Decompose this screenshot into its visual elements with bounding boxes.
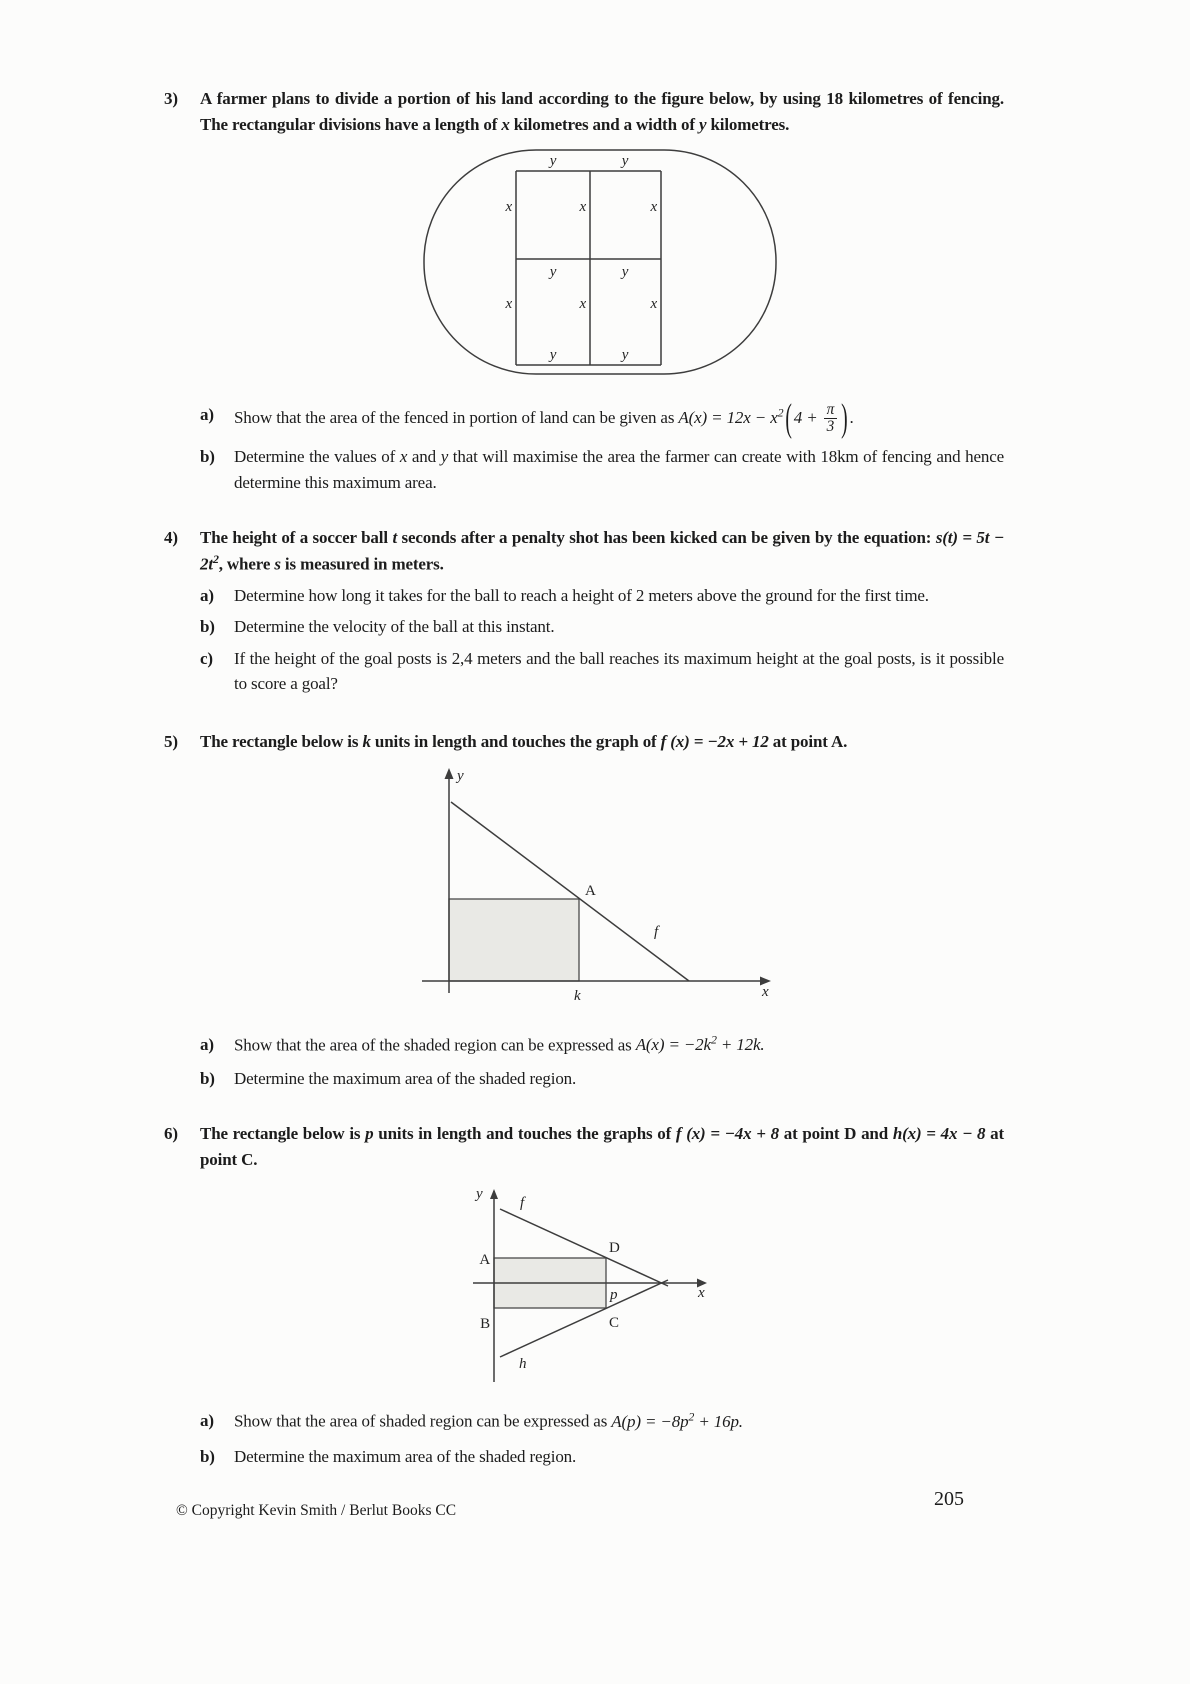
text-fragment: A farmer plans to divide a portion of his land according to the figure below, by using 18 kilometres of fencing. The rectangular divisions have a length of bbox=[200, 89, 1004, 134]
text-fragment: is measured in meters. bbox=[280, 554, 444, 574]
fraction-denominator: 3 bbox=[826, 418, 835, 436]
label-y: y bbox=[549, 264, 557, 280]
figure-q3-land-diagram bbox=[410, 145, 790, 388]
label-x: x bbox=[579, 199, 586, 215]
question-4-number: 4) bbox=[164, 528, 178, 548]
q4-item-a bbox=[200, 583, 1004, 609]
label-y: y bbox=[621, 264, 629, 280]
question-4 bbox=[164, 525, 1004, 697]
question-3 bbox=[164, 86, 1004, 495]
figure-q5-graph bbox=[416, 766, 776, 1024]
superscript: 2 bbox=[777, 405, 784, 420]
text-fragment: at point A. bbox=[768, 731, 848, 751]
label-x-axis: x bbox=[762, 984, 769, 1001]
question-3-number: 3) bbox=[164, 89, 178, 108]
q3-item-b-text bbox=[234, 444, 1004, 495]
item-label: c) bbox=[200, 648, 213, 668]
text-fragment: . bbox=[849, 407, 854, 427]
text-fragment: The rectangle below is bbox=[200, 731, 363, 751]
q6-item-a bbox=[200, 1408, 1004, 1434]
math-expr: A(x) = 12x − x bbox=[678, 407, 778, 427]
q4-item-c-text: If the height of the goal posts is 2,4 meters and the ball reaches its maximum height at the goal posts, is it possible to score a goal? bbox=[234, 648, 1004, 694]
math-var: p bbox=[365, 1124, 374, 1144]
question-5-number: 5) bbox=[164, 731, 178, 751]
text-fragment: units in length and touches the graph of bbox=[370, 731, 661, 751]
text-fragment: Show that the area of the shaded region can be expressed as bbox=[234, 1035, 636, 1055]
fraction-pi-over-3 bbox=[824, 402, 838, 437]
q4-item-b bbox=[200, 614, 1004, 640]
math-var: y bbox=[698, 114, 707, 134]
text-fragment: The height of a soccer ball bbox=[200, 528, 393, 548]
item-label: a) bbox=[200, 1410, 214, 1430]
shaded-rectangle bbox=[449, 899, 579, 981]
q6-graph-svg bbox=[464, 1188, 724, 1388]
text-fragment: units in length and touches the graphs of bbox=[373, 1124, 676, 1144]
text-fragment: The rectangle below is bbox=[200, 1124, 366, 1144]
label-x: x bbox=[505, 199, 512, 215]
text-fragment: Determine the values of bbox=[234, 447, 400, 467]
label-x: x bbox=[650, 199, 657, 215]
item-label: b) bbox=[200, 1068, 215, 1088]
item-label: a) bbox=[200, 1034, 214, 1054]
paren-close: ) bbox=[841, 398, 848, 441]
q4-item-c bbox=[200, 646, 1004, 697]
label-y: y bbox=[621, 347, 629, 363]
text-fragment: kilometres and a width of bbox=[509, 114, 699, 134]
math-expr: A(x) = −2k bbox=[635, 1035, 711, 1055]
math-var: x bbox=[501, 114, 510, 134]
math-var: t bbox=[392, 528, 398, 548]
formula-q5a bbox=[635, 1032, 765, 1055]
label-point-A: A bbox=[585, 883, 596, 900]
page-content bbox=[164, 86, 1004, 1470]
label-y: y bbox=[621, 153, 629, 169]
superscript: 2 bbox=[688, 1408, 695, 1423]
y-axis-arrow bbox=[490, 1189, 498, 1199]
q5-item-b bbox=[200, 1066, 1004, 1092]
text-fragment: at point C. bbox=[200, 1124, 1004, 1169]
y-axis-arrow bbox=[445, 768, 454, 779]
label-x-axis: x bbox=[698, 1285, 705, 1302]
label-line-f: f bbox=[520, 1195, 525, 1212]
text-fragment: seconds after a penalty shot has been kicked can be given by the equation: bbox=[397, 528, 936, 548]
label-line-f: f bbox=[654, 924, 659, 941]
math-var: s bbox=[274, 554, 281, 574]
q6-item-b-text: Determine the maximum area of the shaded region. bbox=[234, 1447, 577, 1467]
page-number: 205 bbox=[934, 1488, 964, 1510]
q5-graph-svg bbox=[416, 766, 776, 1016]
text-fragment: Show that the area of shaded region can be expressed as bbox=[234, 1411, 612, 1431]
q3-item-b bbox=[200, 444, 1004, 495]
q3-item-a bbox=[200, 398, 1004, 441]
question-6-intro bbox=[200, 1121, 1004, 1172]
superscript: 2 bbox=[212, 551, 219, 566]
item-label: b) bbox=[200, 1447, 215, 1467]
question-3-intro bbox=[200, 86, 1004, 137]
q6-item-b bbox=[200, 1444, 1004, 1470]
label-y-axis: y bbox=[476, 1188, 483, 1203]
item-label: b) bbox=[200, 447, 215, 467]
text-fragment: and bbox=[407, 447, 441, 467]
label-x: x bbox=[650, 296, 657, 312]
item-label: b) bbox=[200, 617, 215, 637]
paren-open: ( bbox=[785, 398, 792, 441]
math-var: x bbox=[399, 447, 408, 467]
question-6-number: 6) bbox=[164, 1124, 178, 1144]
math-expr: + 12k. bbox=[716, 1035, 765, 1055]
q6-item-a-text bbox=[234, 1408, 1004, 1434]
math-expr: h(x) = 4x − 8 bbox=[892, 1124, 986, 1144]
copyright-notice: © Copyright Kevin Smith / Berlut Books CC bbox=[176, 1502, 457, 1519]
figure-q6-graph bbox=[464, 1188, 724, 1396]
question-6 bbox=[164, 1121, 1004, 1469]
math-var: k bbox=[362, 731, 371, 751]
label-y: y bbox=[549, 347, 557, 363]
text-fragment: kilometres. bbox=[706, 114, 790, 134]
q5-item-b-text: Determine the maximum area of the shaded region. bbox=[234, 1068, 577, 1088]
text-fragment: , where bbox=[218, 554, 275, 574]
fraction-numerator: π bbox=[824, 402, 838, 420]
q4-item-b-text: Determine the velocity of the ball at this instant. bbox=[234, 617, 555, 637]
math-expr: f (x) = −2x + 12 bbox=[660, 731, 769, 751]
text-fragment: Show that the area of the fenced in portion of land can be given as bbox=[234, 407, 679, 427]
label-x: x bbox=[579, 296, 586, 312]
stadium-outline bbox=[424, 150, 776, 374]
q5-item-a-text bbox=[234, 1032, 1004, 1058]
formula-q3a bbox=[678, 398, 854, 441]
superscript: 2 bbox=[710, 1032, 717, 1047]
question-5-intro bbox=[200, 729, 1004, 755]
label-point-C: C bbox=[609, 1315, 619, 1332]
math-var: y bbox=[440, 447, 449, 467]
item-label: a) bbox=[200, 585, 214, 605]
item-label: a) bbox=[200, 404, 214, 424]
text-fragment: at point D and bbox=[778, 1124, 893, 1144]
label-line-h: h bbox=[519, 1356, 527, 1373]
q3-item-a-text bbox=[234, 398, 1004, 441]
math-expr: s(t) = 5t − 2t bbox=[200, 528, 1004, 574]
label-y-axis: y bbox=[457, 768, 464, 785]
label-point-D: D bbox=[609, 1240, 620, 1257]
land-diagram-svg bbox=[410, 145, 790, 380]
label-p: p bbox=[610, 1287, 618, 1304]
math-expr: f (x) = −4x + 8 bbox=[675, 1124, 779, 1144]
math-expr: 4 + bbox=[793, 407, 822, 427]
question-5 bbox=[164, 729, 1004, 1092]
math-expr: A(p) = −8p bbox=[611, 1411, 689, 1431]
math-expr: + 16p. bbox=[694, 1411, 743, 1431]
label-x: x bbox=[505, 296, 512, 312]
label-point-A: A bbox=[479, 1252, 490, 1269]
formula-q6a bbox=[611, 1408, 743, 1431]
label-point-B: B bbox=[480, 1316, 490, 1333]
text-fragment: that will maximise the area the farmer can create with 18km of fencing and hence determine this maximum area. bbox=[234, 447, 1004, 492]
label-k: k bbox=[574, 988, 581, 1005]
question-4-intro bbox=[200, 525, 1004, 577]
label-y: y bbox=[549, 153, 557, 169]
q4-item-a-text: Determine how long it takes for the ball to reach a height of 2 meters above the ground for the first time. bbox=[234, 585, 929, 605]
q5-item-a bbox=[200, 1032, 1004, 1058]
